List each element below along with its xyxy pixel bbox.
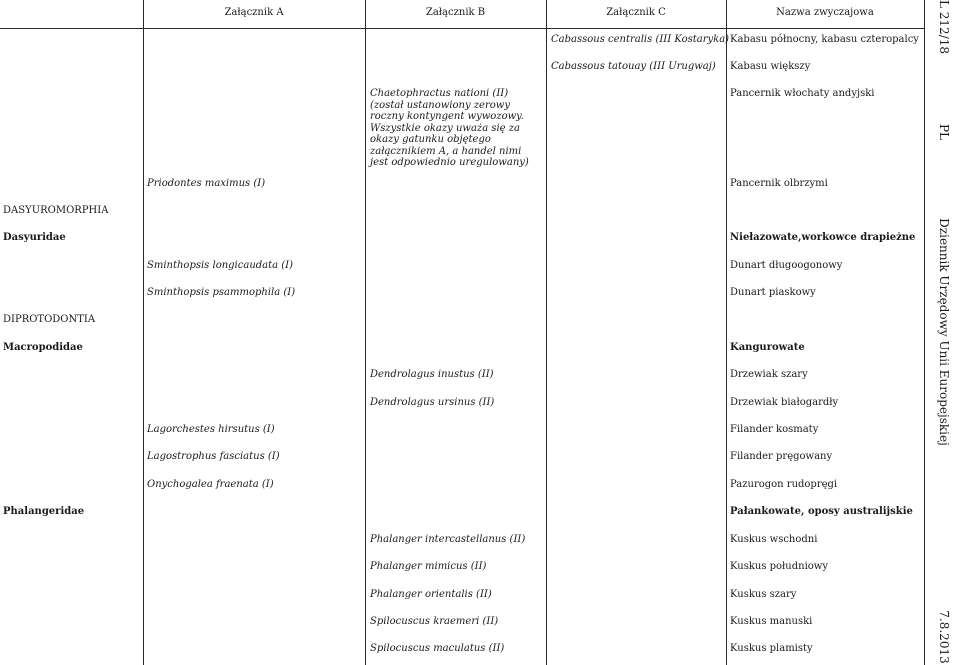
common-name: Niełazowate,workowce drapieżne (730, 232, 916, 243)
header-rule (0, 28, 924, 29)
header-common-name: Nazwa zwyczajowa (776, 7, 874, 18)
annex-b-entry: Phalanger orientalis (II) (370, 589, 492, 600)
column-divider (726, 0, 727, 665)
common-name: Pałankowate, oposy australijskie (730, 506, 913, 517)
column-divider (365, 0, 366, 665)
common-name: Kuskus południowy (730, 561, 829, 572)
annex-b-entry: Spilocuscus maculatus (II) (370, 643, 505, 654)
column-divider (924, 0, 925, 665)
common-name: Filander kosmaty (730, 424, 819, 435)
page-reference: L 212/18 (937, 0, 951, 54)
annex-a-entry: Sminthopsis longicaudata (I) (147, 260, 294, 271)
annex-b-entry: Spilocuscus kraemeri (II) (370, 616, 499, 627)
common-name: Kangurowate (730, 342, 805, 353)
annex-c-entry: Cabassous centralis (III Kostaryka) (551, 34, 730, 45)
annex-a-entry: Lagostrophus fasciatus (I) (147, 451, 280, 462)
common-name: Kabasu północny, kabasu czteropalcy (730, 34, 919, 45)
annex-a-entry: Priodontes maximus (I) (147, 178, 266, 189)
annex-a-entry: Onychogalea fraenata (I) (147, 479, 274, 490)
column-divider (546, 0, 547, 665)
common-name: Dunart długoogonowy (730, 260, 843, 271)
column-divider (143, 0, 144, 665)
common-name: Drzewiak białogardły (730, 397, 839, 408)
annex-b-entry: Chaetophractus nationi (II) (został ustanowiony zerowy roczny kontyngent wywozowy. Wszystkie okazy uważa się za okazy gatunku objętego załącznikiem A, a handel nimi jest odpowiednio uregulowany) (370, 88, 529, 168)
family-heading: Macropodidae (3, 342, 83, 353)
publication-date: 7.8.2013 (937, 610, 951, 664)
common-name: Kuskus plamisty (730, 643, 813, 654)
annex-c-entry: Cabassous tatouay (III Urugwaj) (551, 61, 716, 72)
order-heading: DASYUROMORPHIA (3, 205, 109, 216)
annex-b-entry: Dendrolagus inustus (II) (370, 369, 494, 380)
language-code: PL (937, 123, 951, 141)
header-annex-c: Załącznik C (606, 7, 666, 18)
annex-b-entry: Phalanger intercastellanus (II) (370, 534, 526, 545)
common-name: Pazurogon rudopręgi (730, 479, 838, 490)
family-heading: Phalangeridae (3, 506, 85, 517)
header-annex-b: Załącznik B (425, 7, 486, 18)
annex-b-entry: Phalanger mimicus (II) (370, 561, 487, 572)
common-name: Filander pręgowany (730, 451, 833, 462)
common-name: Pancernik olbrzymi (730, 178, 828, 189)
common-name: Kabasu większy (730, 61, 811, 72)
common-name: Kuskus manuski (730, 616, 813, 627)
common-name: Drzewiak szary (730, 369, 808, 380)
journal-title: Dziennik Urzędowy Unii Europejskiej (937, 218, 951, 446)
common-name: Pancernik włochaty andyjski (730, 88, 875, 99)
order-heading: DIPROTODONTIA (3, 314, 96, 325)
annex-b-entry: Dendrolagus ursinus (II) (370, 397, 495, 408)
annex-a-entry: Lagorchestes hirsutus (I) (147, 424, 275, 435)
family-heading: Dasyuridae (3, 232, 66, 243)
common-name: Kuskus wschodni (730, 534, 818, 545)
common-name: Kuskus szary (730, 589, 797, 600)
header-annex-a: Załącznik A (224, 7, 284, 18)
annex-a-entry: Sminthopsis psammophila (I) (147, 287, 296, 298)
common-name: Dunart piaskowy (730, 287, 816, 298)
